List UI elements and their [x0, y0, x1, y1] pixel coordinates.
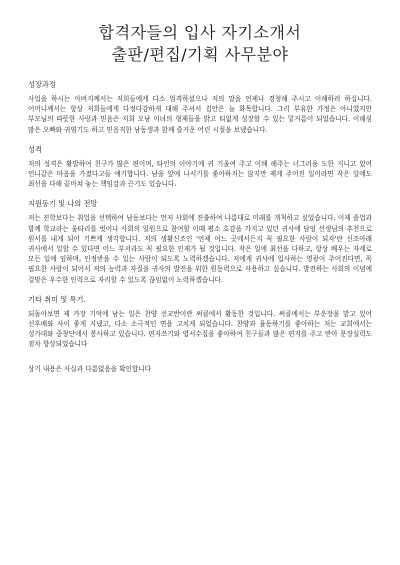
section-heading: 성장과정	[28, 80, 56, 89]
document-subtitle: 출판/편집/기획 사무분야	[111, 45, 289, 64]
section-heading: 기타 취미 및 특기.	[28, 294, 86, 304]
section-motivation	[28, 199, 372, 284]
section-hobbies	[28, 295, 372, 350]
section-body: 저는 진학보다는 취업을 선택하여 남동보다는 먼저 사회에 진출하여 나름대로 미래를 개척하고 싶었습니다. 이제 졸업과 함께 학교라는 울타리를 벗어나 사회의 일원으로 참여할 이때 평소 호감을 가지고 있던 귀사에 담임 선생님의 추천으로 원서를 내게 되어 기쁘게 생각합니다. 저의 생활신조인 '언제 어느 곳에서든지 꼭 필요한 사람이 되자'란 신조아래 귀사에서 일할 수 있다면 어느 부서라도 꼭 필요한 인재가 될 것입니다. 작은 일에 최선을 다하고, 항상 배우는 자세로 모든 일에 임하며, 인정받을 수 있는 사람이 되도록 노력하겠습니다. 저에게 귀사에 입사하는 영광이 주어진다면, 꼭 필요한 사람이 되어서 저의 능력과 자질을 귀사의 발전을 위한 원동력으로 사용하고 싶습니다. 발전하는 사회의 이념에 걸맞은 우수한 인력으로 자리할 수 있도록 끊임없이 노력하겠습니다.	[28, 214, 372, 284]
section-body: 되돌아보면 제 가장 기억에 남는 일은 찬양 선교반이란 써클에서 활동한 것입니다. 써클에서는 부운장을 맡고 있어 선후배와 사이 좋게 지냈고, 다소 소극적인 면을 고치게 되었습니다. 찬양과 율동하기를 좋아하는 저는 교회에서는 성가대와 중창단에서 봉사하고 있습니다. 편지쓰기와 엽서수집을 좋아하여 친구들과 많은 편지를 주고 받아 문장실력도 점차 향상되었습니다	[28, 309, 372, 349]
section-growth	[28, 80, 372, 135]
section-heading: 성격	[28, 144, 42, 154]
section-body: 저의 성격은 활발하여 친구가 많은 편이며, 타인의 이야기에 귀 기울여 주고 이해 해주는 너그러움 도한 지니고 있어 언니같은 마음을 가졌다고들 얘기합니다. 남을 앞에 나서기를 좋아하지는 않지만 제게 주어진 일이라면 작은 일에도 최선을 다해 끝마쳐 놓는 책임감과 끈기도 있습니다.	[28, 159, 372, 189]
title-block	[28, 22, 372, 66]
section-personality	[28, 145, 372, 190]
section-heading: 지원동기 및 나의 전망	[28, 199, 98, 209]
closing-statement: 상기 내용은 사실과 다름없음을 확인합니다	[28, 364, 152, 373]
section-body: 사업을 하시는 아버지께서는 저희들에게 다소 엄격하셨으나 저의 말을 언제나 경청해 주시고 이해하려 하십니다. 어머니께서는 항상 저희들에게 다정다감하게 대해 주셔서 집안은 늘 화목합니다. 그리 부유한 가정은 아니였지만 부모님의 따뜻한 사랑과 믿음은 저희 오남 이녀의 형제들을 밝고 티없게 성장할 수 있는 밑거름이 되었습니다. 이해심 많은 오빠와 귀염기도 하고 믿음직한 남동생과 함께 즐거운 어린 시절을 보냈습니다.	[28, 95, 372, 134]
document-title: 합격자들의 입사 자기소개서	[98, 23, 302, 42]
